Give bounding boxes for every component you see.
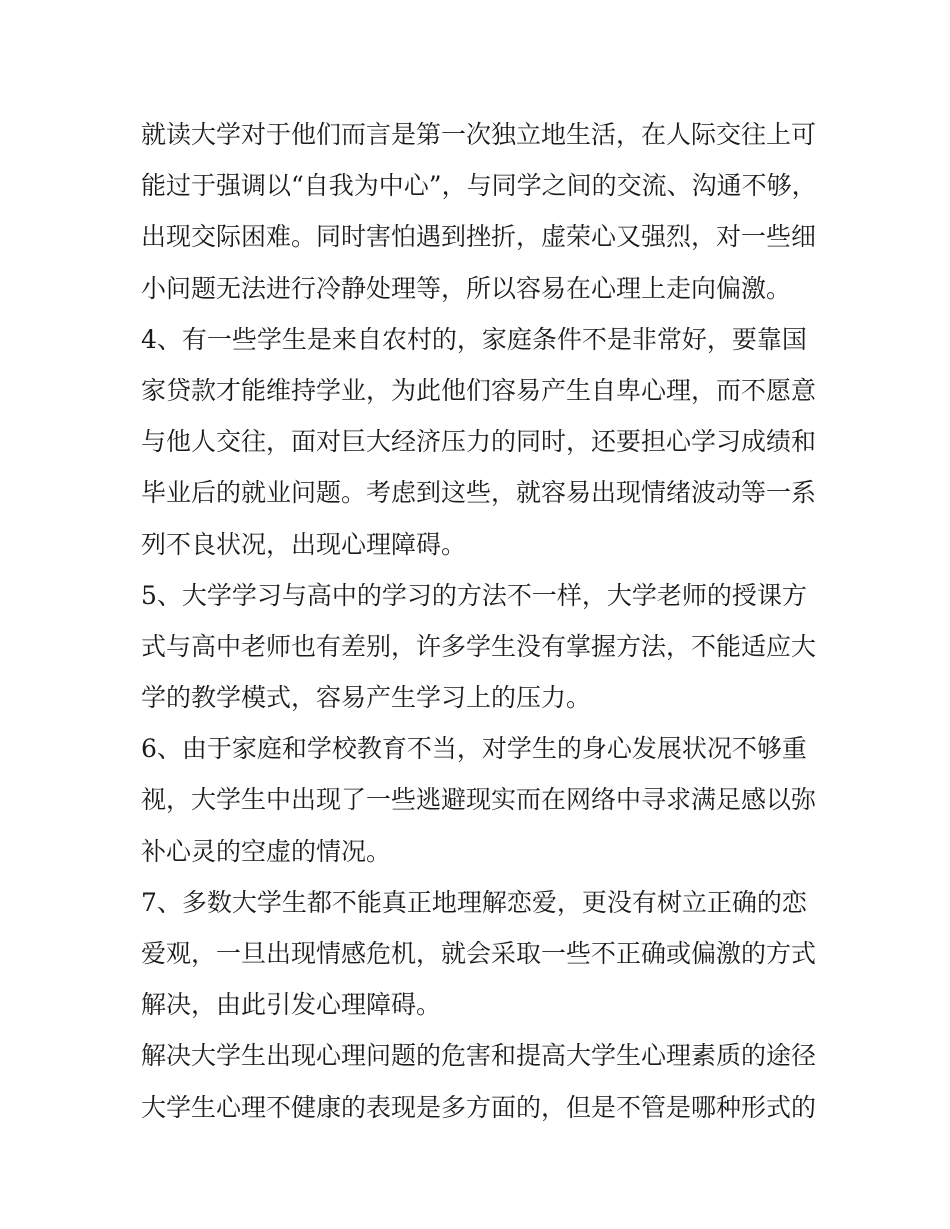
- text-line: 列不良状况，出现心理障碍。: [141, 529, 467, 559]
- text-line: 小问题无法进行冷静处理等，所以容易在心理上走向偏激。: [141, 273, 792, 303]
- text-line: 就读大学对于他们而言是第一次独立地生活，在人际交往上可: [141, 120, 817, 149]
- text-line: 6、由于家庭和学校教育不当，对学生的身心发展状况不够重: [141, 734, 807, 764]
- text-line: 与他人交往，面对巨大经济压力的同时，还要担心学习成绩和: [141, 427, 817, 457]
- text-line: 能过于强调以“自我为中心”，与同学之间的交流、沟通不够，: [141, 171, 817, 201]
- text-line: 式与高中老师也有差别，许多学生没有掌握方法，不能适应大: [141, 631, 817, 661]
- text-line: 7、多数大学生都不能真正地理解恋爱，更没有树立正确的恋: [141, 887, 807, 917]
- text-line: 爱观，一旦出现情感危机，就会采取一些不正确或偏激的方式: [141, 939, 817, 968]
- text-line: 4、有一些学生是来自农村的，家庭条件不是非常好，要靠国: [141, 324, 807, 354]
- text-line: 视，大学生中出现了一些逃避现实而在网络中寻求满足感以弥: [141, 785, 817, 815]
- text-line: 毕业后的就业问题。考虑到这些，就容易出现情绪波动等一系: [141, 478, 817, 508]
- body-text: [141, 109, 821, 1133]
- text-line: 解决大学生出现心理问题的危害和提高大学生心理素质的途径: [141, 1041, 817, 1071]
- text-line: 5、大学学习与高中的学习的方法不一样，大学老师的授课方: [141, 580, 807, 610]
- text-line: 学的教学模式，容易产生学习上的压力。: [141, 683, 592, 713]
- text-line: 大学生心理不健康的表现是多方面的，但是不管是哪种形式的: [141, 1092, 817, 1122]
- text-line: 出现交际困难。同时害怕遇到挫折，虚荣心又强烈，对一些细: [141, 222, 817, 252]
- text-line: 家贷款才能维持学业，为此他们容易产生自卑心理，而不愿意: [141, 375, 817, 405]
- text-line: 解决，由此引发心理障碍。: [141, 990, 442, 1020]
- text-line: 补心灵的空虚的情况。: [141, 836, 392, 866]
